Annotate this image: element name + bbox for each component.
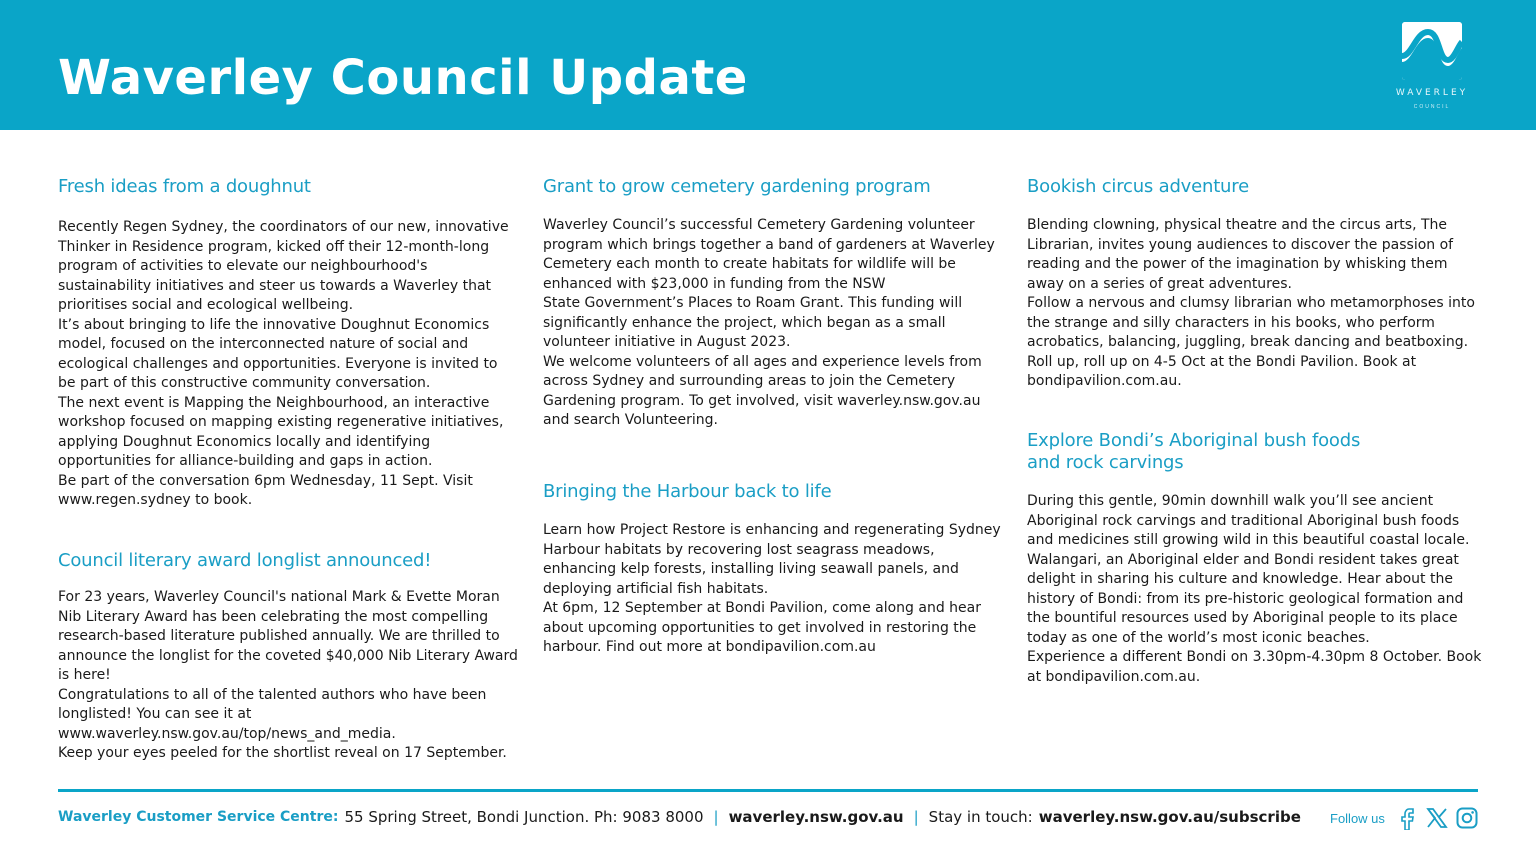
article-body: [1027, 492, 1487, 687]
follow-us-label: Follow us: [1330, 810, 1385, 826]
logo-wordmark: WAVERLEY: [1395, 88, 1469, 98]
article-paragraph: Keep your eyes peeled for the shortlist reveal on 17 September.: [58, 745, 507, 761]
article-title: Grant to grow cemetery gardening program: [543, 176, 931, 197]
header-banner: [0, 0, 1536, 130]
article-body: [543, 521, 1003, 658]
article-body: [543, 216, 1003, 431]
article-body: [1027, 216, 1487, 392]
article-literary-award: [58, 550, 518, 764]
instagram-icon[interactable]: [1455, 806, 1479, 830]
article-circus: [1027, 176, 1487, 392]
article-title: Explore Bondi’s Aboriginal bush foods and rock carvings: [1027, 430, 1361, 473]
footer-contact: [58, 806, 1301, 828]
article-paragraph: Blending clowning, physical theatre and the circus arts, The Librarian, invites young audiences to discover the passion of reading and the power of the imagination by whisking them away on a series of great adventures.: [1027, 217, 1454, 292]
article-title: Council literary award longlist announced!: [58, 550, 432, 571]
article-title: Bookish circus adventure: [1027, 176, 1249, 197]
article-paragraph: Congratulations to all of the talented authors who have been longlisted! You can see it at www.waverley.nsw.gov.au/top/news_and_media.: [58, 686, 487, 742]
footer-divider: [58, 789, 1478, 792]
article-paragraph: It’s about bringing to life the innovative Doughnut Economics model, focused on the interconnected nature of social and ecological challenges and opportunities. Everyone is invited to be part of this constructive community conversation.: [58, 316, 498, 391]
article-paragraph: State Government’s Places to Roam Grant. This funding will significantly enhance the project, which began as a small volunteer initiative in August 2023.: [543, 295, 963, 350]
article-bush-foods: [1027, 430, 1487, 687]
footer-address: 55 Spring Street, Bondi Junction. Ph: 9083 8000: [344, 808, 704, 826]
waverley-wave-icon: [1402, 22, 1462, 80]
article-title: Fresh ideas from a doughnut: [58, 176, 311, 197]
article-harbour: [543, 481, 1003, 658]
logo-subtext: COUNCIL: [1413, 104, 1451, 110]
article-paragraph: Recently Regen Sydney, the coordinators of our new, innovative Thinker in Residence program, kicked off their 12-month-long program of activities to elevate our neighbourhood's sustainability initiatives and steer us towards a Waverley that prioritises social and ecological wellbeing.: [58, 219, 509, 313]
footer-separator: |: [713, 808, 719, 826]
article-paragraph: Experience a different Bondi on 3.30pm-4.30pm 8 October. Book at bondipavilion.com.au.: [1027, 649, 1482, 685]
footer-stay-label: Stay in touch:: [928, 808, 1033, 826]
article-title: Bringing the Harbour back to life: [543, 481, 832, 502]
article-paragraph: During this gentle, 90min downhill walk you’ll see ancient Aboriginal rock carvings and traditional Aboriginal bush foods and medicines still growing wild in this beautiful coastal locale. Walangari, an Aboriginal elder and Bondi resident takes great delight in sharing his culture and knowledge. Hear about the history of Bondi: from its pre-historic geological formation and the bountiful resources used by Aboriginal people to its place today as one of the world’s most iconic beaches.: [1027, 493, 1470, 646]
article-paragraph: For 23 years, Waverley Council's national Mark & Evette Moran Nib Literary Award has been celebrating the most compelling research-based literature published annually. We are thrilled to announce the longlist for the coveted $40,000 Nib Literary Award is here!: [58, 589, 518, 683]
page-title: Waverley Council Update: [58, 50, 748, 106]
footer-website-link[interactable]: waverley.nsw.gov.au: [728, 808, 904, 826]
footer-label: Waverley Customer Service Centre:: [58, 809, 339, 825]
article-paragraph: Be part of the conversation 6pm Wednesday, 11 Sept. Visit www.regen.sydney to book.: [58, 472, 473, 508]
article-body: [58, 588, 518, 764]
article-paragraph: The next event is Mapping the Neighbourhood, an interactive workshop focused on mapping existing regenerative initiatives, applying Doughnut Economics locally and identifying opportunities for alliance-building and gaps in action.: [58, 394, 504, 469]
waverley-logo[interactable]: [1386, 18, 1478, 118]
x-icon[interactable]: [1425, 806, 1449, 830]
article-doughnut: [58, 176, 518, 511]
article-paragraph: At 6pm, 12 September at Bondi Pavilion, come along and hear about upcoming opportunities to get involved in restoring the harbour. Find out more at bondipavilion.com.au: [543, 600, 981, 655]
footer-subscribe-link[interactable]: waverley.nsw.gov.au/subscribe: [1038, 808, 1301, 826]
article-paragraph: Waverley Council’s successful Cemetery Gardening volunteer program which brings together a band of gardeners at Waverley Cemetery each month to create habitats for wildlife will be enhanced with $23,000 in funding from the NSW: [543, 217, 995, 292]
article-cemetery-gardening: [543, 176, 1003, 431]
article-paragraph: Roll up, roll up on 4-5 Oct at the Bondi Pavilion. Book at bondipavilion.com.au.: [1027, 353, 1417, 389]
footer-separator: |: [913, 808, 919, 826]
social-follow: [1330, 804, 1479, 832]
article-body: [58, 218, 518, 511]
article-paragraph: We welcome volunteers of all ages and experience levels from across Sydney and surrounding areas to join the Cemetery Gardening program. To get involved, visit waverley.nsw.gov.au and search Volunteering.: [543, 353, 982, 428]
article-paragraph: Learn how Project Restore is enhancing and regenerating Sydney Harbour habitats by recovering lost seagrass meadows, enhancing kelp forests, installing living seawall panels, and deploying artificial fish habitats.: [543, 522, 1001, 597]
article-paragraph: Follow a nervous and clumsy librarian who metamorphoses into the strange and silly characters in his books, who perform acrobatics, balancing, juggling, break dancing and beatboxing.: [1027, 295, 1475, 350]
facebook-icon[interactable]: [1395, 806, 1419, 830]
